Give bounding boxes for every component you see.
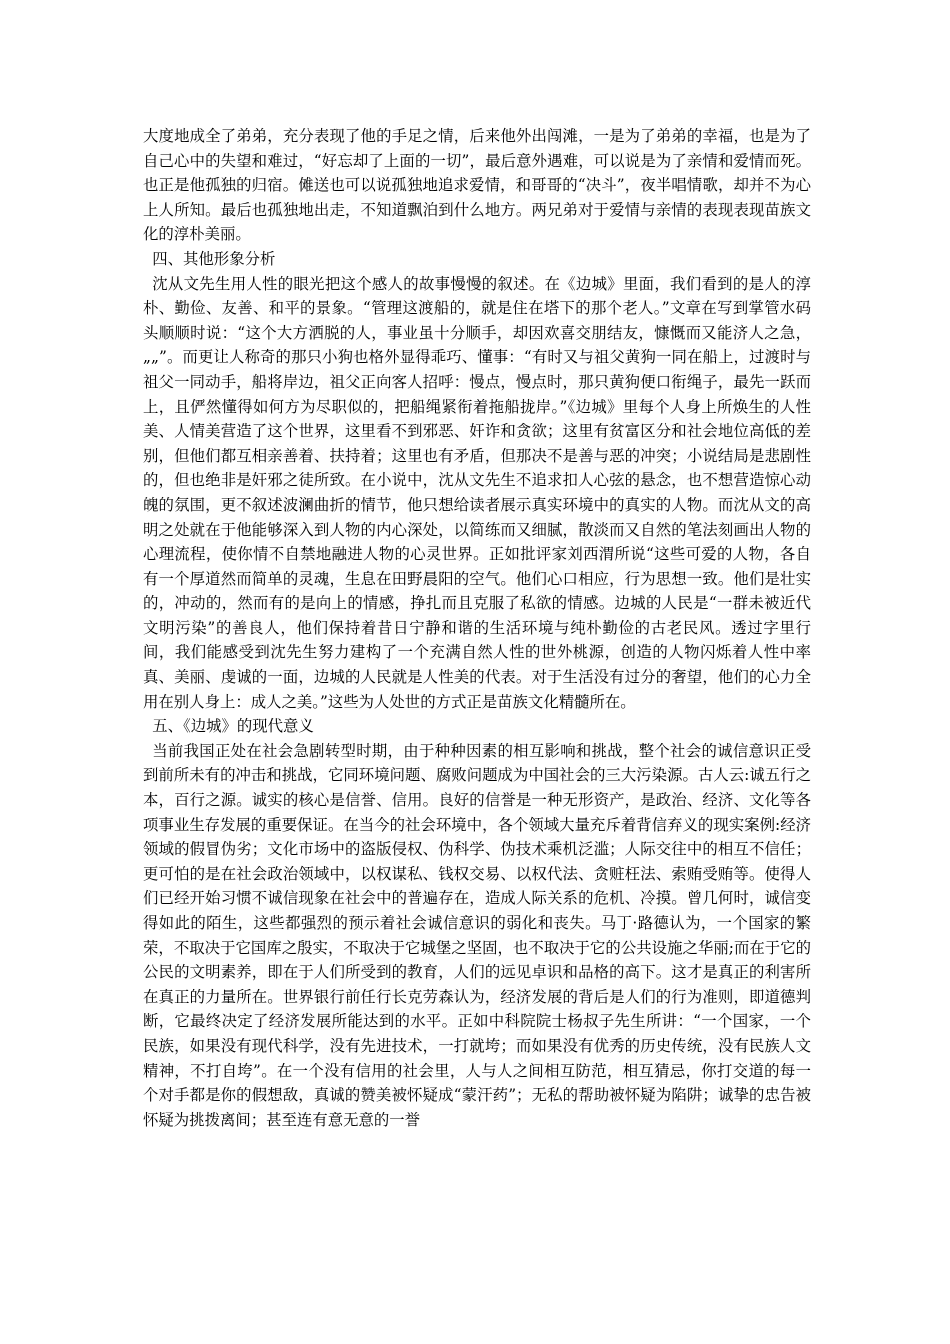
paragraph-brothers-summary: 大度地成全了弟弟，充分表现了他的手足之情，后来他外出闯滩，一是为了弟弟的幸福，也是为了自己心中的失望和难过，“好忘却了上面的一切”，最后意外遇难，可以说是为了亲情和爱情而死。也正是他孤独的归宿。傩送也可以说孤独地追求爱情，和哥哥的“决斗”，夜半唱情歌，却并不为心上人所知。最后也孤独地出走，不知道飘泊到什么地方。两兄弟对于爱情与亲情的表现表现苗族文化的淳朴美丽。	[143, 127, 811, 244]
section-heading-other-characters: 四、其他形象分析	[152, 249, 276, 268]
document-page	[143, 124, 811, 1132]
paragraph-human-nature: 沈从文先生用人性的眼光把这个感人的故事慢慢的叙述。在《边城》里面，我们看到的是人的淳朴、勤俭、友善、和平的景象。“管理这渡船的，就是住在塔下的那个老人。”文章在写到掌管水码头顺顺时说：“这个大方洒脱的人，事业虽十分顺手，却因欢喜交朋结友，慷慨而又能济人之急，„„”。而更让人称奇的那只小狗也格外显得乖巧、懂事：“有时又与祖父黄狗一同在船上，过渡时与祖父一同动手，船将岸边，祖父正向客人招呼：慢点，慢点时，那只黄狗便口衔绳子，最先一跃而上，且俨然懂得如何方为尽职似的，把船绳紧衔着拖船拢岸。”《边城》里每个人身上所焕生的人性美、人情美营造了这个世界，这里看不到邪恶、奸诈和贪欲；这里有贫富区分和社会地位高低的差别，但他们都互相亲善着、扶持着；这里也有矛盾，但那决不是善与恶的冲突；小说结局是悲剧性的，但也绝非是奸邪之徒所致。在小说中，沈从文先生不追求扣人心弦的悬念，也不想营造惊心动魄的氛围，更不叙述波澜曲折的情节，他只想给读者展示真实环境中的真实的人物。而沈从文的高明之处就在于他能够深入到人物的内心深处，以简练而又细腻，散淡而又自然的笔法刻画出人物的心理流程，使你情不自禁地融进人物的心灵世界。正如批评家刘西渭所说“这些可爱的人物，各自有一个厚道然而简单的灵魂，生息在田野晨阳的空气。他们心口相应，行为思想一致。他们是壮实的，冲动的，然而有的是向上的情感，挣扎而且克服了私欲的情感。边城的人民是“一群未被近代文明污染”的善良人，他们保持着昔日宁静和谐的生活环境与纯朴勤俭的古老民风。透过字里行间，我们能感受到沈先生努力建构了一个充满自然人性的世外桃源，创造的人物闪烁着人性中率真、美丽、虔诚的一面，边城的人民就是人性美的代表。对于生活没有过分的奢望，他们的心力全用在别人身上：成人之美。”这些为人处世的方式正是苗族文化精髓所在。	[143, 274, 811, 711]
section-heading-modern-significance: 五、《边城》的现代意义	[152, 717, 314, 736]
paragraph-integrity-society: 当前我国正处在社会急剧转型时期，由于种种因素的相互影响和挑战，整个社会的诚信意识正受到前所未有的冲击和挑战，它同环境问题、腐败问题成为中国社会的三大污染源。古人云:诚五行之本，百行之源。诚实的核心是信誉、信用。良好的信誉是一种无形资产，是政治、经济、文化等各项事业生存发展的重要保证。在当今的社会环境中，各个领域大量充斥着背信弃义的现实案例:经济领域的假冒伪劣；文化市场中的盗版侵权、伪科学、伪技术乘机泛滥；人际交往中的相互不信任；更可怕的是在社会政治领域中，以权谋私、钱权交易、以权代法、贪赃枉法、索贿受贿等。使得人们已经开始习惯不诚信现象在社会中的普遍存在，造成人际关系的危机、冷摸。曾几何时，诚信变得如此的陌生，这些都强烈的预示着社会诚信意识的弱化和丧失。马丁·路德认为，一个国家的繁荣，不取决于它国库之殷实，不取决于它城堡之坚固，也不取决于它的公共设施之华丽;而在于它的公民的文明素养，即在于人们所受到的教育，人们的远见卓识和品格的高下。这才是真正的利害所在真正的力量所在。世界银行前任行长克劳森认为，经济发展的背后是人们的行为准则，即道德判断，它最终决定了经济发展所能达到的水平。正如中科院院士杨叔子先生所讲：“一个国家，一个民族，如果没有现代科学，没有先进技术，一打就垮；而如果没有优秀的历史传统，没有民族人文精神，不打自垮”。在一个没有信用的社会里，人与人之间相互防范，相互猜忌，你打交道的每一个对手都是你的假想敌，真诚的赞美被怀疑成“蒙汗药”；无私的帮助被怀疑为陷阱；诚挚的忠告被怀疑为挑拨离间；甚至连有意无意的一誉	[143, 741, 811, 1129]
